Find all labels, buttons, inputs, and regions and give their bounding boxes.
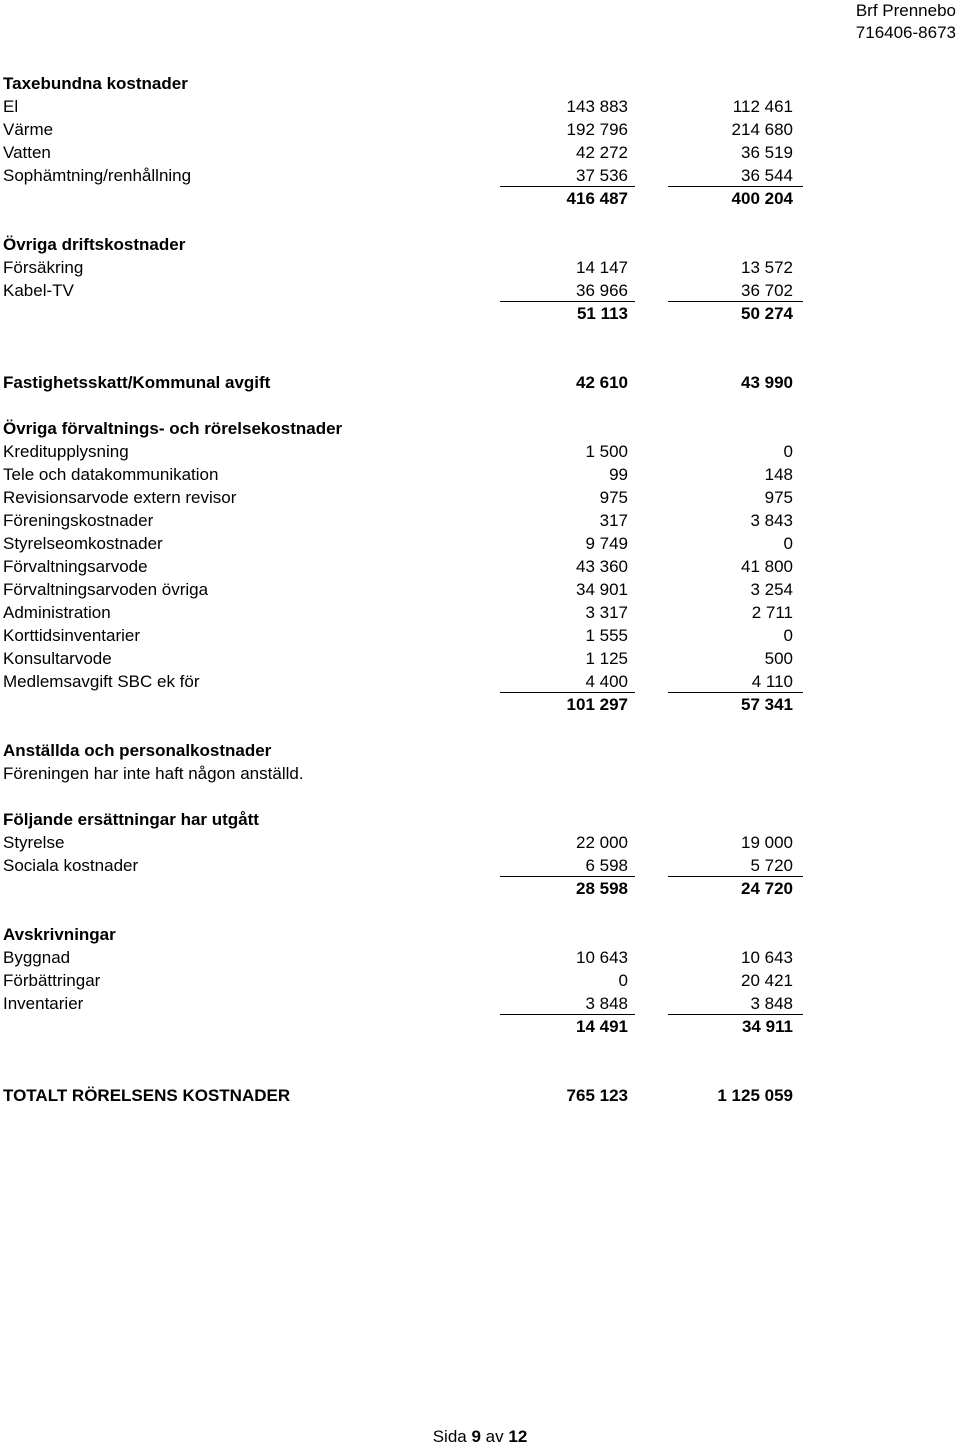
previous-year-amount: 36 702 <box>741 281 793 300</box>
line-item-row <box>3 555 960 578</box>
row-label: Förvaltningsarvode <box>3 557 148 576</box>
current-year-amount: 42 272 <box>576 143 628 162</box>
current-year-amount: 192 796 <box>566 120 628 139</box>
current-year-amount: 4 400 <box>585 672 628 691</box>
row-label: Administration <box>3 603 111 622</box>
organization-number: 716406-8673 <box>855 23 956 42</box>
previous-year-amount: 0 <box>783 626 793 645</box>
spacer <box>3 900 960 923</box>
previous-year-amount: 400 204 <box>731 189 793 208</box>
row-label: Föreningen har inte haft någon anställd. <box>3 764 304 783</box>
section-heading <box>3 72 960 95</box>
section-title: Anställda och personalkostnader <box>3 741 272 760</box>
section-heading <box>3 923 960 946</box>
previous-year-amount: 13 572 <box>741 258 793 277</box>
previous-year-amount: 36 544 <box>741 166 793 185</box>
current-year-amount: 28 598 <box>576 879 628 898</box>
current-year-amount: 6 598 <box>585 856 628 875</box>
current-year-amount: 1 125 <box>585 649 628 668</box>
current-year-amount: 36 966 <box>576 281 628 300</box>
line-item-row <box>3 118 960 141</box>
current-year-amount: 3 848 <box>585 994 628 1013</box>
current-year-amount: 317 <box>599 511 628 530</box>
line-item-row <box>3 95 960 118</box>
row-label: Tele och datakommunikation <box>3 465 219 484</box>
current-year-amount: 43 360 <box>576 557 628 576</box>
previous-year-amount: 1 125 059 <box>717 1086 793 1105</box>
spacer <box>3 785 960 808</box>
line-item-row <box>3 969 960 992</box>
row-label: Vatten <box>3 143 51 162</box>
current-year-amount: 1 555 <box>585 626 628 645</box>
current-year-amount: 1 500 <box>585 442 628 461</box>
row-label: Revisionsarvode extern revisor <box>3 488 237 507</box>
section-heading <box>3 417 960 440</box>
row-label: Värme <box>3 120 54 139</box>
line-item-row <box>3 946 960 969</box>
spacer <box>3 210 960 233</box>
previous-year-amount: 3 848 <box>750 994 793 1013</box>
section-heading <box>3 233 960 256</box>
subtotal-row <box>3 371 960 394</box>
previous-year-amount: 500 <box>764 649 793 668</box>
current-year-amount: 975 <box>599 488 628 507</box>
section-title: Avskrivningar <box>3 925 116 944</box>
current-year-amount: 9 749 <box>585 534 628 553</box>
current-year-amount: 22 000 <box>576 833 628 852</box>
line-item-row <box>3 279 960 302</box>
subtotal-row <box>3 302 960 325</box>
subtotal-row <box>3 877 960 900</box>
previous-year-amount: 214 680 <box>731 120 793 139</box>
line-item-row <box>3 164 960 187</box>
line-item-row <box>3 831 960 854</box>
line-item-row <box>3 601 960 624</box>
previous-year-amount: 24 720 <box>741 879 793 898</box>
row-label: Byggnad <box>3 948 71 967</box>
current-year-amount: 14 491 <box>576 1017 628 1036</box>
current-year-amount: 765 123 <box>566 1086 628 1105</box>
subtotal-row <box>3 1015 960 1038</box>
row-label: Förvaltningsarvoden övriga <box>3 580 209 599</box>
previous-year-amount: 43 990 <box>741 373 793 392</box>
line-item-row <box>3 509 960 532</box>
spacer <box>3 1061 960 1084</box>
line-item-row <box>3 647 960 670</box>
section-title: Följande ersättningar har utgått <box>3 810 259 829</box>
current-year-amount: 101 297 <box>566 695 628 714</box>
current-year-amount: 37 536 <box>576 166 628 185</box>
section-heading <box>3 808 960 831</box>
section-title: Övriga driftskostnader <box>3 235 186 254</box>
previous-year-amount: 10 643 <box>741 948 793 967</box>
spacer <box>3 325 960 348</box>
previous-year-amount: 4 110 <box>751 672 793 691</box>
row-label: Konsultarvode <box>3 649 112 668</box>
page-total: 12 <box>508 1427 528 1446</box>
line-item-row <box>3 992 960 1015</box>
row-label: Sophämtning/renhållning <box>3 166 192 185</box>
subtotal-row <box>3 693 960 716</box>
previous-year-amount: 19 000 <box>741 833 793 852</box>
line-item-row <box>3 762 960 785</box>
page-footer <box>0 1426 960 1448</box>
previous-year-amount: 2 711 <box>751 603 793 622</box>
line-item-row <box>3 670 960 693</box>
section-heading <box>3 739 960 762</box>
line-item-row <box>3 463 960 486</box>
page-number: 9 <box>471 1427 481 1446</box>
row-label: TOTALT RÖRELSENS KOSTNADER <box>3 1086 291 1105</box>
organization-name: Brf Prennebo <box>855 1 956 20</box>
subtotal-row <box>3 1084 960 1107</box>
previous-year-amount: 112 461 <box>732 97 793 116</box>
spacer <box>3 348 960 371</box>
previous-year-amount: 148 <box>764 465 793 484</box>
current-year-amount: 34 901 <box>576 580 628 599</box>
page-label: Sida <box>432 1427 467 1446</box>
current-year-amount: 0 <box>618 971 628 990</box>
previous-year-amount: 0 <box>783 442 793 461</box>
previous-year-amount: 50 274 <box>741 304 793 323</box>
previous-year-amount: 5 720 <box>750 856 793 875</box>
line-item-row <box>3 141 960 164</box>
line-item-row <box>3 486 960 509</box>
previous-year-amount: 57 341 <box>741 695 793 714</box>
current-year-amount: 416 487 <box>566 189 628 208</box>
page-header <box>856 0 956 44</box>
current-year-amount: 42 610 <box>576 373 628 392</box>
row-label: Korttidsinventarier <box>3 626 141 645</box>
line-item-row <box>3 440 960 463</box>
current-year-amount: 14 147 <box>576 258 628 277</box>
line-item-row <box>3 578 960 601</box>
previous-year-amount: 34 911 <box>741 1017 793 1036</box>
row-label: Kabel-TV <box>3 281 74 300</box>
previous-year-amount: 0 <box>783 534 793 553</box>
previous-year-amount: 36 519 <box>741 143 793 162</box>
previous-year-amount: 20 421 <box>741 971 793 990</box>
previous-year-amount: 41 800 <box>741 557 793 576</box>
cost-specification-table <box>3 72 960 1107</box>
row-label: Föreningskostnader <box>3 511 154 530</box>
current-year-amount: 99 <box>609 465 628 484</box>
previous-year-amount: 3 254 <box>750 580 793 599</box>
spacer <box>3 716 960 739</box>
current-year-amount: 10 643 <box>576 948 628 967</box>
row-label: Försäkring <box>3 258 84 277</box>
section-title: Taxebundna kostnader <box>3 74 188 93</box>
spacer <box>3 394 960 417</box>
previous-year-amount: 975 <box>764 488 793 507</box>
row-label: Inventarier <box>3 994 84 1013</box>
line-item-row <box>3 624 960 647</box>
row-label: El <box>3 97 19 116</box>
previous-year-amount: 3 843 <box>750 511 793 530</box>
current-year-amount: 3 317 <box>585 603 628 622</box>
line-item-row <box>3 256 960 279</box>
current-year-amount: 51 113 <box>576 304 628 323</box>
row-label: Medlemsavgift SBC ek för <box>3 672 200 691</box>
line-item-row <box>3 854 960 877</box>
line-item-row <box>3 532 960 555</box>
spacer <box>3 1038 960 1061</box>
row-label: Sociala kostnader <box>3 856 139 875</box>
row-label: Kreditupplysning <box>3 442 129 461</box>
row-label: Styrelse <box>3 833 65 852</box>
row-label: Förbättringar <box>3 971 101 990</box>
row-label: Fastighetsskatt/Kommunal avgift <box>3 373 271 392</box>
page-of-label: av <box>485 1427 504 1446</box>
section-title: Övriga förvaltnings- och rörelsekostnader <box>3 419 343 438</box>
row-label: Styrelseomkostnader <box>3 534 163 553</box>
current-year-amount: 143 883 <box>566 97 628 116</box>
subtotal-row <box>3 187 960 210</box>
